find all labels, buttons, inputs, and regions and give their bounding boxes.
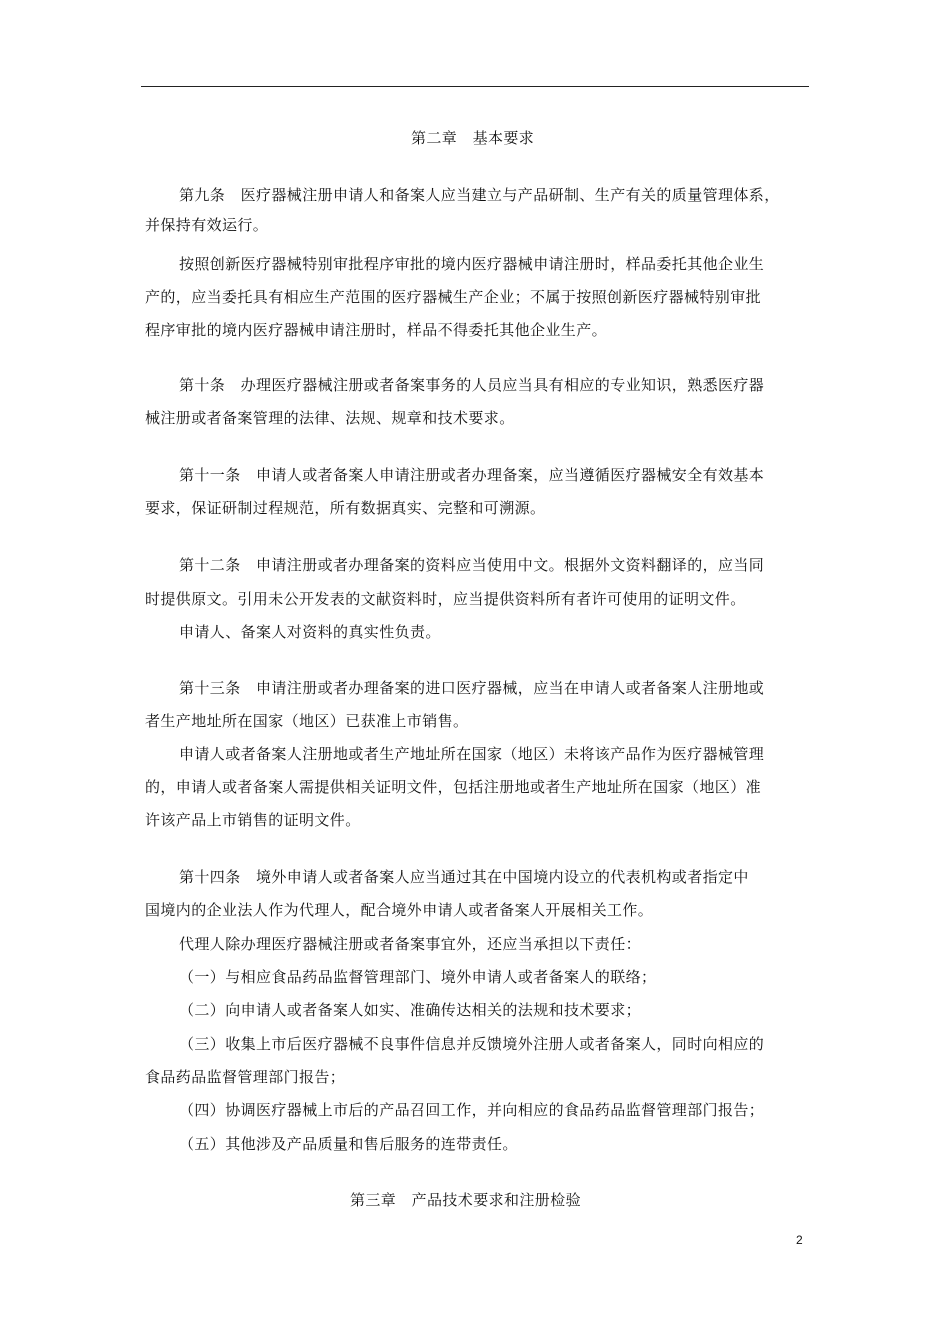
article-10-line-1: 第十条 办理医疗器械注册或者备案事务的人员应当具有相应的专业知识，熟悉医疗器 (179, 376, 765, 394)
article-14-item-1: （一）与相应食品药品监督管理部门、境外申请人或者备案人的联络； (179, 968, 657, 986)
article-13-line-2: 者生产地址所在国家（地区）已获准上市销售。 (145, 712, 469, 730)
article-11-line-2: 要求，保证研制过程规范，所有数据真实、完整和可溯源。 (145, 499, 546, 517)
article-11-line-1: 第十一条 申请人或者备案人申请注册或者办理备案，应当遵循医疗器械安全有效基本 (179, 466, 765, 484)
article-14-item-2: （二）向申请人或者备案人如实、准确传达相关的法规和技术要求； (179, 1001, 642, 1019)
article-9-line-2: 并保持有效运行。 (145, 216, 269, 234)
article-9-p2-line-3: 程序审批的境内医疗器械申请注册时，样品不得委托其他企业生产。 (145, 321, 608, 339)
article-9-p2-line-2: 产的，应当委托具有相应生产范围的医疗器械生产企业；不属于按照创新医疗器械特别审批 (145, 288, 762, 306)
article-9-line-1: 第九条 医疗器械注册申请人和备案人应当建立与产品研制、生产有关的质量管理体系， (179, 186, 780, 204)
article-12-p2: 申请人、备案人对资料的真实性负责。 (179, 623, 441, 641)
article-13-line-1: 第十三条 申请注册或者办理备案的进口医疗器械，应当在申请人或者备案人注册地或 (179, 679, 765, 697)
article-9-p2-line-1: 按照创新医疗器械特别审批程序审批的境内医疗器械申请注册时，样品委托其他企业生 (179, 255, 765, 273)
article-14-item-3-line-1: （三）收集上市后医疗器械不良事件信息并反馈境外注册人或者备案人，同时向相应的 (179, 1035, 765, 1053)
article-12-line-1: 第十二条 申请注册或者办理备案的资料应当使用中文。根据外文资料翻译的，应当同 (179, 556, 765, 574)
article-14-p2: 代理人除办理医疗器械注册或者备案事宜外，还应当承担以下责任： (179, 935, 642, 953)
chapter-3-title: 第三章 产品技术要求和注册检验 (350, 1191, 582, 1209)
article-13-p2-line-3: 许该产品上市销售的证明文件。 (145, 811, 361, 829)
article-14-line-1: 第十四条 境外申请人或者备案人应当通过其在中国境内设立的代表机构或者指定中 (179, 868, 749, 886)
article-14-line-2: 国境内的企业法人作为代理人，配合境外申请人或者备案人开展相关工作。 (145, 901, 654, 919)
article-10-line-2: 械注册或者备案管理的法律、法规、规章和技术要求。 (145, 409, 515, 427)
article-14-item-3-line-2: 食品药品监督管理部门报告； (145, 1068, 346, 1086)
chapter-2-title: 第二章 基本要求 (411, 129, 535, 147)
article-13-p2-line-2: 的，申请人或者备案人需提供相关证明文件，包括注册地或者生产地址所在国家（地区）准 (145, 778, 762, 796)
article-14-item-5: （五）其他涉及产品质量和售后服务的连带责任。 (179, 1135, 518, 1153)
header-rule (141, 86, 809, 87)
article-14-item-4: （四）协调医疗器械上市后的产品召回工作，并向相应的食品药品监督管理部门报告； (179, 1101, 765, 1119)
article-13-p2-line-1: 申请人或者备案人注册地或者生产地址所在国家（地区）未将该产品作为医疗器械管理 (179, 745, 765, 763)
article-12-line-2: 时提供原文。引用未公开发表的文献资料时，应当提供资料所有者许可使用的证明文件。 (145, 590, 746, 608)
page-number: 2 (796, 1233, 803, 1247)
